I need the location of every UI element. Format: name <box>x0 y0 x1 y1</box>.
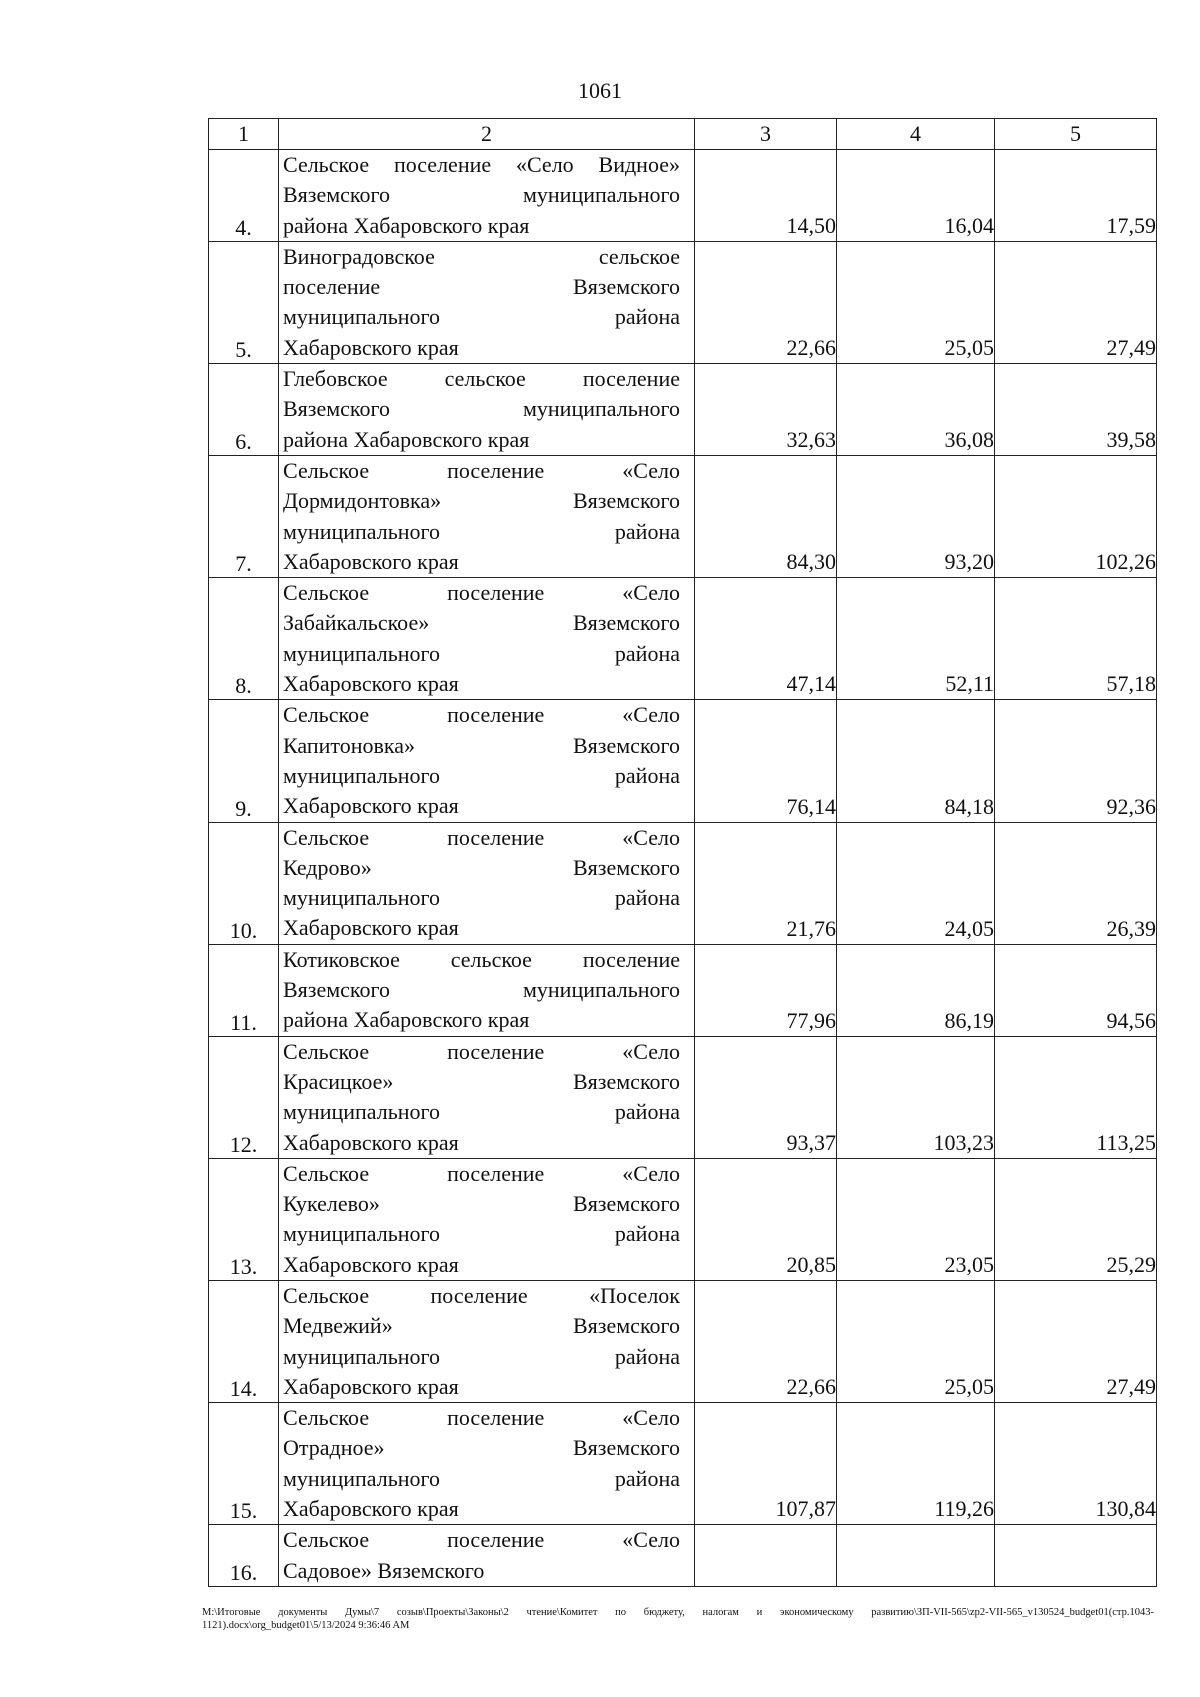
settlement-name-line: Сельское поселение «Село <box>283 1527 680 1553</box>
settlement-name <box>279 455 695 577</box>
value-col-3: 22,66 <box>695 1280 837 1402</box>
settlement-name-line: Хабаровского края <box>283 915 459 941</box>
row-number: 6. <box>209 364 279 456</box>
column-header: 2 <box>279 119 695 150</box>
value-col-5: 57,18 <box>995 578 1157 700</box>
value-col-3: 84,30 <box>695 455 837 577</box>
table-row <box>209 1158 1157 1280</box>
budget-table <box>208 118 1157 1587</box>
row-number: 14. <box>209 1280 279 1402</box>
settlement-name <box>279 1158 695 1280</box>
value-col-4: 93,20 <box>837 455 995 577</box>
value-col-4: 24,05 <box>837 822 995 944</box>
settlement-name-line: Капитоновка» Вяземского <box>283 732 680 758</box>
table-row <box>209 1280 1157 1402</box>
settlement-name <box>279 241 695 363</box>
settlement-name-line: Сельское поселение «Село <box>283 702 680 728</box>
row-number: 13. <box>209 1158 279 1280</box>
value-col-5: 25,29 <box>995 1158 1157 1280</box>
column-header: 4 <box>837 119 995 150</box>
table-row <box>209 822 1157 944</box>
column-header: 1 <box>209 119 279 150</box>
settlement-name-line: поселение Вяземского <box>283 274 680 300</box>
settlement-name-line: Красицкое» Вяземского <box>283 1068 680 1094</box>
settlement-name-line: Виноградовское сельское <box>283 243 680 269</box>
file-path-footer: M:\Итоговые документы Думы\7 созыв\Проекты\Законы\2 чтение\Комитет по бюджету, налогам и экономическому развитию\ЗП-VII-565\zp2-VII-565_v130524_budget01(стр.1043-1121).docx\org_budget01\5/13/2024 9:36:46 AM <box>202 1607 1154 1631</box>
row-number: 12. <box>209 1036 279 1158</box>
table-row <box>209 241 1157 363</box>
value-col-3: 93,37 <box>695 1036 837 1158</box>
value-col-4: 36,08 <box>837 364 995 456</box>
value-col-3: 76,14 <box>695 700 837 822</box>
row-number: 5. <box>209 241 279 363</box>
value-col-4: 86,19 <box>837 944 995 1036</box>
settlement-name-line: муниципального района <box>283 640 680 666</box>
row-number: 4. <box>209 150 279 242</box>
value-col-3: 22,66 <box>695 241 837 363</box>
value-col-5: 92,36 <box>995 700 1157 822</box>
settlement-name-line: муниципального района <box>283 1465 680 1491</box>
settlement-name-line: Сельское поселение «Село <box>283 1038 680 1064</box>
settlement-name-line: муниципального района <box>283 518 680 544</box>
settlement-name-line: муниципального района <box>283 885 680 911</box>
column-header: 3 <box>695 119 837 150</box>
settlement-name-line: Глебовское сельское поселение <box>283 366 680 392</box>
settlement-name-line: Сельское поселение «Село <box>283 580 680 606</box>
settlement-name <box>279 578 695 700</box>
settlement-name-line: Дормидонтовка» Вяземского <box>283 488 680 514</box>
settlement-name-line: Хабаровского края <box>283 793 459 819</box>
value-col-4: 16,04 <box>837 150 995 242</box>
settlement-name-line: Сельское поселение «Село <box>283 457 680 483</box>
value-col-4 <box>837 1525 995 1587</box>
column-header: 5 <box>995 119 1157 150</box>
table-row <box>209 1036 1157 1158</box>
value-col-3: 77,96 <box>695 944 837 1036</box>
value-col-5: 102,26 <box>995 455 1157 577</box>
value-col-5: 130,84 <box>995 1403 1157 1525</box>
settlement-name <box>279 1525 695 1587</box>
value-col-5: 27,49 <box>995 241 1157 363</box>
value-col-3: 32,63 <box>695 364 837 456</box>
settlement-name <box>279 700 695 822</box>
settlement-name-line: муниципального района <box>283 1343 680 1369</box>
settlement-name-line: Хабаровского края <box>283 1373 459 1399</box>
settlement-name-line: Сельское поселение «Село <box>283 1160 680 1186</box>
value-col-5: 94,56 <box>995 944 1157 1036</box>
value-col-5: 113,25 <box>995 1036 1157 1158</box>
page-number: 1061 <box>578 78 622 103</box>
value-col-5: 27,49 <box>995 1280 1157 1402</box>
settlement-name-line: Хабаровского края <box>283 1496 459 1522</box>
settlement-name-line: Хабаровского края <box>283 671 459 697</box>
row-number: 7. <box>209 455 279 577</box>
value-col-4: 84,18 <box>837 700 995 822</box>
value-col-5 <box>995 1525 1157 1587</box>
settlement-name-line: муниципального района <box>283 1221 680 1247</box>
settlement-name-line: Хабаровского края <box>283 1251 459 1277</box>
table-row <box>209 150 1157 242</box>
value-col-3: 107,87 <box>695 1403 837 1525</box>
settlement-name-line: Кедрово» Вяземского <box>283 854 680 880</box>
settlement-name-line: Вяземского муниципального <box>283 182 680 208</box>
value-col-3: 14,50 <box>695 150 837 242</box>
settlement-name <box>279 150 695 242</box>
row-number: 8. <box>209 578 279 700</box>
settlement-name <box>279 1036 695 1158</box>
table-row <box>209 1403 1157 1525</box>
settlement-name-line: Хабаровского края <box>283 334 459 360</box>
table-row <box>209 364 1157 456</box>
row-number: 10. <box>209 822 279 944</box>
settlement-name <box>279 822 695 944</box>
value-col-5: 17,59 <box>995 150 1157 242</box>
table-row <box>209 455 1157 577</box>
value-col-3: 47,14 <box>695 578 837 700</box>
value-col-4: 103,23 <box>837 1036 995 1158</box>
settlement-name-line: Котиковское сельское поселение <box>283 946 680 972</box>
settlement-name-line: Вяземского муниципального <box>283 396 680 422</box>
settlement-name-line: Отрадное» Вяземского <box>283 1435 680 1461</box>
table-header-row <box>209 119 1157 150</box>
settlement-name-line: Сельское поселение «Поселок <box>283 1282 680 1308</box>
settlement-name-line: муниципального района <box>283 1099 680 1125</box>
settlement-name-line: Сельское поселение «Село <box>283 1405 680 1431</box>
settlement-name-line: района Хабаровского края <box>283 212 530 238</box>
settlement-name-line: Кукелево» Вяземского <box>283 1191 680 1217</box>
value-col-5: 26,39 <box>995 822 1157 944</box>
settlement-name-line: Хабаровского края <box>283 1129 459 1155</box>
value-col-3: 20,85 <box>695 1158 837 1280</box>
settlement-name <box>279 364 695 456</box>
settlement-name-line: Хабаровского края <box>283 548 459 574</box>
settlement-name-line: Медвежий» Вяземского <box>283 1313 680 1339</box>
table-row <box>209 944 1157 1036</box>
value-col-4: 23,05 <box>837 1158 995 1280</box>
settlement-name-line: района Хабаровского края <box>283 426 530 452</box>
row-number: 16. <box>209 1525 279 1587</box>
settlement-name-line: района Хабаровского края <box>283 1007 530 1033</box>
table-row <box>209 700 1157 822</box>
table-row <box>209 578 1157 700</box>
settlement-name-line: Забайкальское» Вяземского <box>283 610 680 636</box>
settlement-name <box>279 1403 695 1525</box>
value-col-3: 21,76 <box>695 822 837 944</box>
value-col-3 <box>695 1525 837 1587</box>
settlement-name-line: Садовое» Вяземского <box>283 1557 485 1583</box>
value-col-5: 39,58 <box>995 364 1157 456</box>
settlement-name-line: муниципального района <box>283 762 680 788</box>
settlement-name-line: Сельское поселение «Село Видное» <box>283 152 680 177</box>
value-col-4: 25,05 <box>837 241 995 363</box>
value-col-4: 25,05 <box>837 1280 995 1402</box>
row-number: 11. <box>209 944 279 1036</box>
table-row <box>209 1525 1157 1587</box>
settlement-name-line: Сельское поселение «Село <box>283 824 680 850</box>
value-col-4: 52,11 <box>837 578 995 700</box>
value-col-4: 119,26 <box>837 1403 995 1525</box>
settlement-name-line: муниципального района <box>283 304 680 330</box>
settlement-name <box>279 1280 695 1402</box>
settlement-name-line: Вяземского муниципального <box>283 977 680 1003</box>
row-number: 15. <box>209 1403 279 1525</box>
settlement-name <box>279 944 695 1036</box>
row-number: 9. <box>209 700 279 822</box>
